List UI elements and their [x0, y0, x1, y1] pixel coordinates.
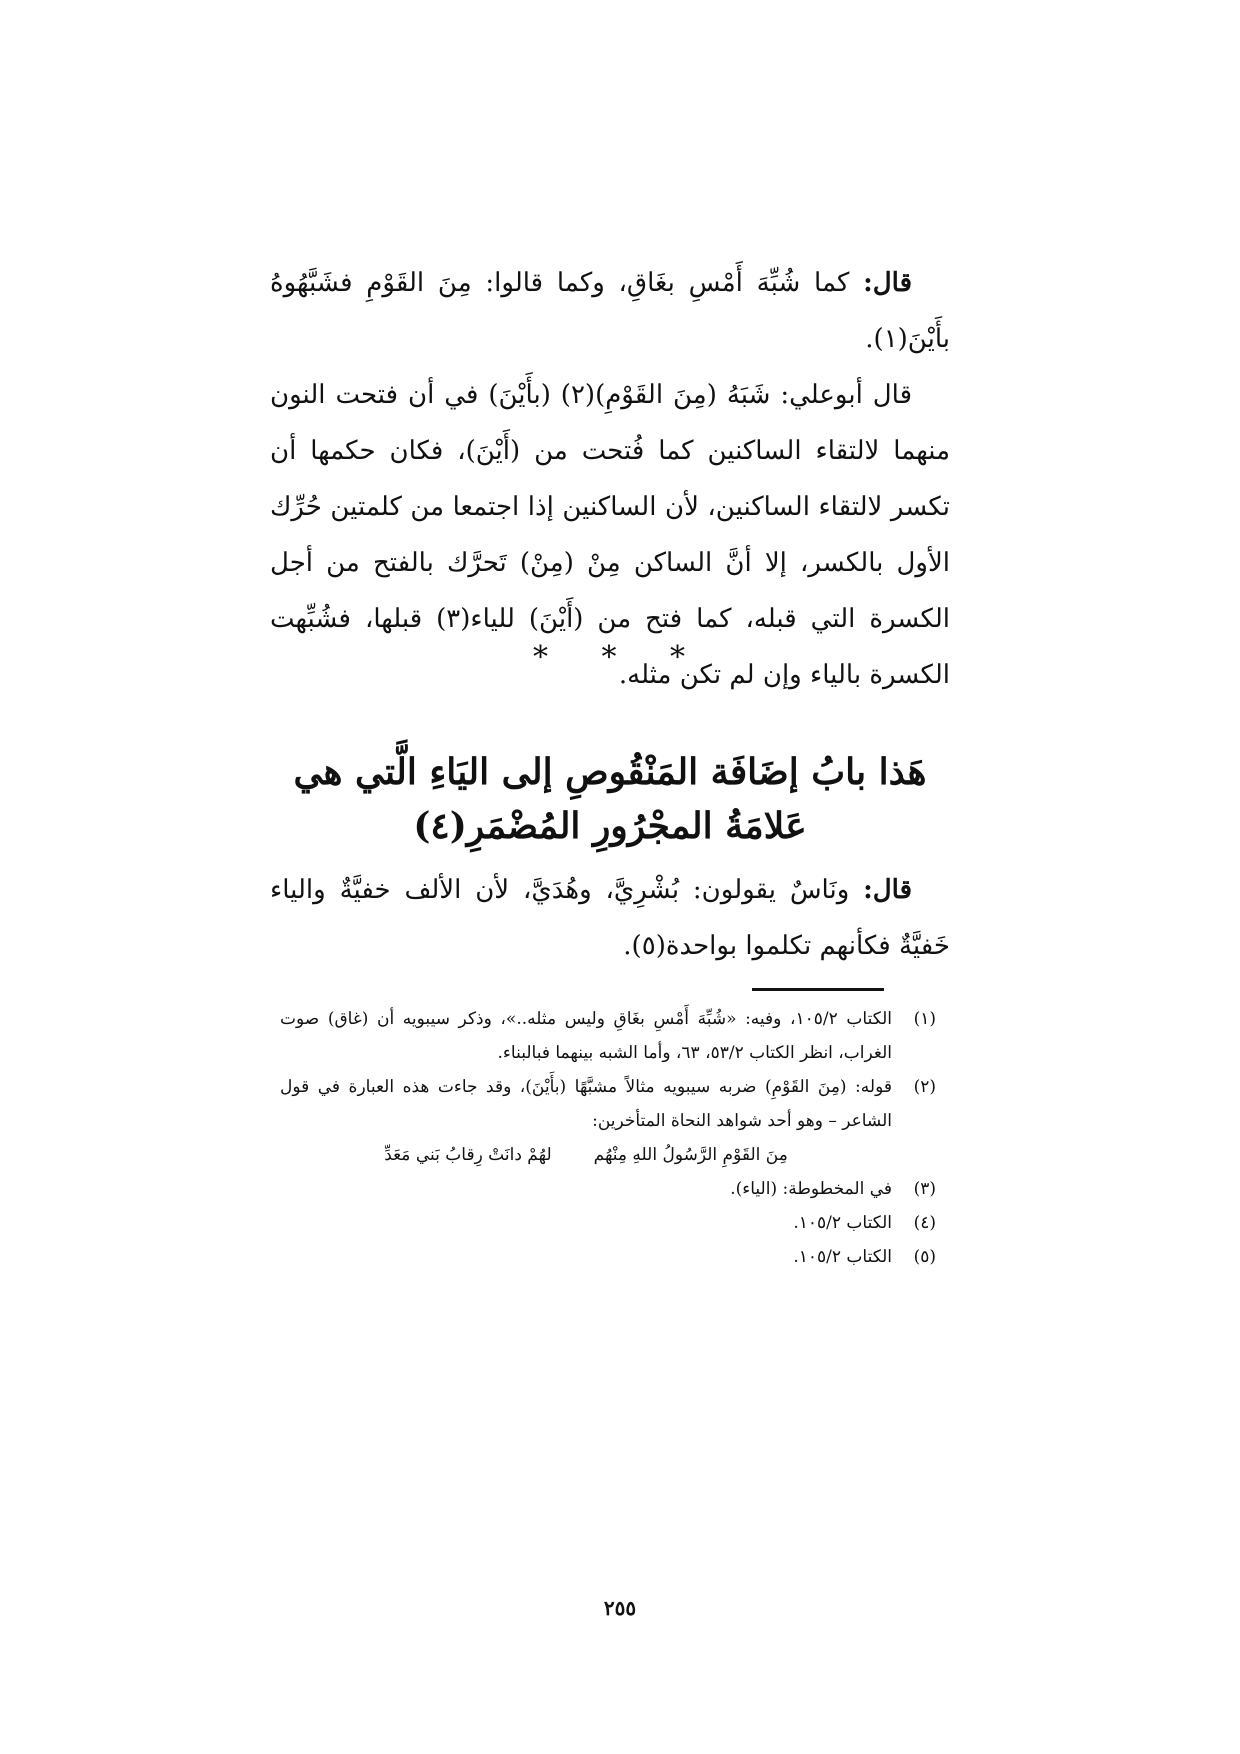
footnote-number: (١) [913, 1009, 936, 1029]
footnote-number: (٥) [913, 1247, 936, 1267]
footnote-text: في المخطوطة: (الياء). [730, 1179, 892, 1199]
footnote-divider [752, 988, 884, 991]
footnote-5 [280, 1240, 936, 1274]
chapter-paragraph [270, 862, 950, 974]
footnotes [280, 1002, 936, 1274]
footnote-text: قوله: (مِنَ القَوْمِ) ضربه سيبويه مثالاً مشبَّهًا (بأَيْنَ)، وقد جاءت هذه العبارة في قول الشاعر – وهو أحد شواهد النحاة المتأخرين: [280, 1077, 892, 1131]
verse-first-hemistich: مِنَ القَوْمِ الرَّسُولُ اللهِ مِنْهُم [593, 1145, 788, 1165]
footnote-text: الكتاب ١٠٥/٢، وفيه: «شُبِّهَ أَمْسِ بغَاقِ وليس مثله..»، وذكر سيبويه أن (غاق) صوت الغراب، انظر الكتاب ٥٣/٢، ٦٣، وأما الشبه بينهما فبالبناء. [280, 1009, 892, 1063]
footnote-text: الكتاب ١٠٥/٢. [793, 1247, 892, 1267]
section-2 [270, 862, 950, 974]
qala-label-2: قال: [863, 875, 912, 905]
footnote-number: (٢) [913, 1077, 936, 1097]
footnote-3 [280, 1172, 936, 1206]
opening-line [270, 255, 950, 367]
chapter-paragraph-text: ونَاسٌ يقولون: بُشْرِيَّ، وهُدَيَّ، لأن الألف خفيَّةٌ والياء خَفيَّةٌ فكأنهم تكلموا بواحدة(٥). [270, 875, 950, 961]
footnote-number: (٤) [913, 1213, 936, 1233]
section-separator: * * * [532, 640, 708, 675]
qala-label: قال: [863, 268, 913, 298]
abu-ali-paragraph: قال أبوعلي: شَبَهُ (مِنَ القَوْمِ)(٢) (بأَيْنَ) في أن فتحت النون منهما لالتقاء الساكنين كما فُتحت من (أَيْنَ)، فكان حكمها أن تكسر لالتقاء الساكنين، لأن الساكنين إذا اجتمعا من كلمتين حُرِّك الأول بالكسر، إلا أنَّ الساكن مِنْ (مِنْ) تَحرَّك بالفتح من أجل الكسرة التي قبله، كما فتح من (أَيْنَ) للياء(٣) قبلها، فشُبِّهت الكسرة بالياء وإن لم تكن مثله. [270, 380, 950, 690]
footnote-2 [280, 1070, 936, 1138]
opening-line-text: كما شُبِّهَ أَمْسِ بغَاقِ، وكما قالوا: مِنَ القَوْمِ فشَبَّهُوهُ بأَيْنَ(١). [270, 268, 950, 354]
footnote-text: الكتاب ١٠٥/٢. [793, 1213, 892, 1233]
verse-second-hemistich: لهُمْ دانَتْ رِقابُ بَني مَعَدِّ [384, 1145, 552, 1165]
chapter-heading [270, 745, 950, 853]
poetry-verse [280, 1138, 936, 1172]
footnote-1 [280, 1002, 936, 1070]
page-number: ٢٥٥ [603, 1596, 637, 1620]
chapter-heading-line-1: هَذا بابُ إضَافَة المَنْقُوصِ إلى اليَاءِ الَّتي هي [293, 751, 927, 793]
section-1 [270, 255, 950, 703]
footnote-4 [280, 1206, 936, 1240]
footnote-number: (٣) [913, 1179, 936, 1199]
chapter-heading-line-2: عَلامَةُ المجْرُورِ المُضْمَرِ(٤) [413, 805, 807, 847]
